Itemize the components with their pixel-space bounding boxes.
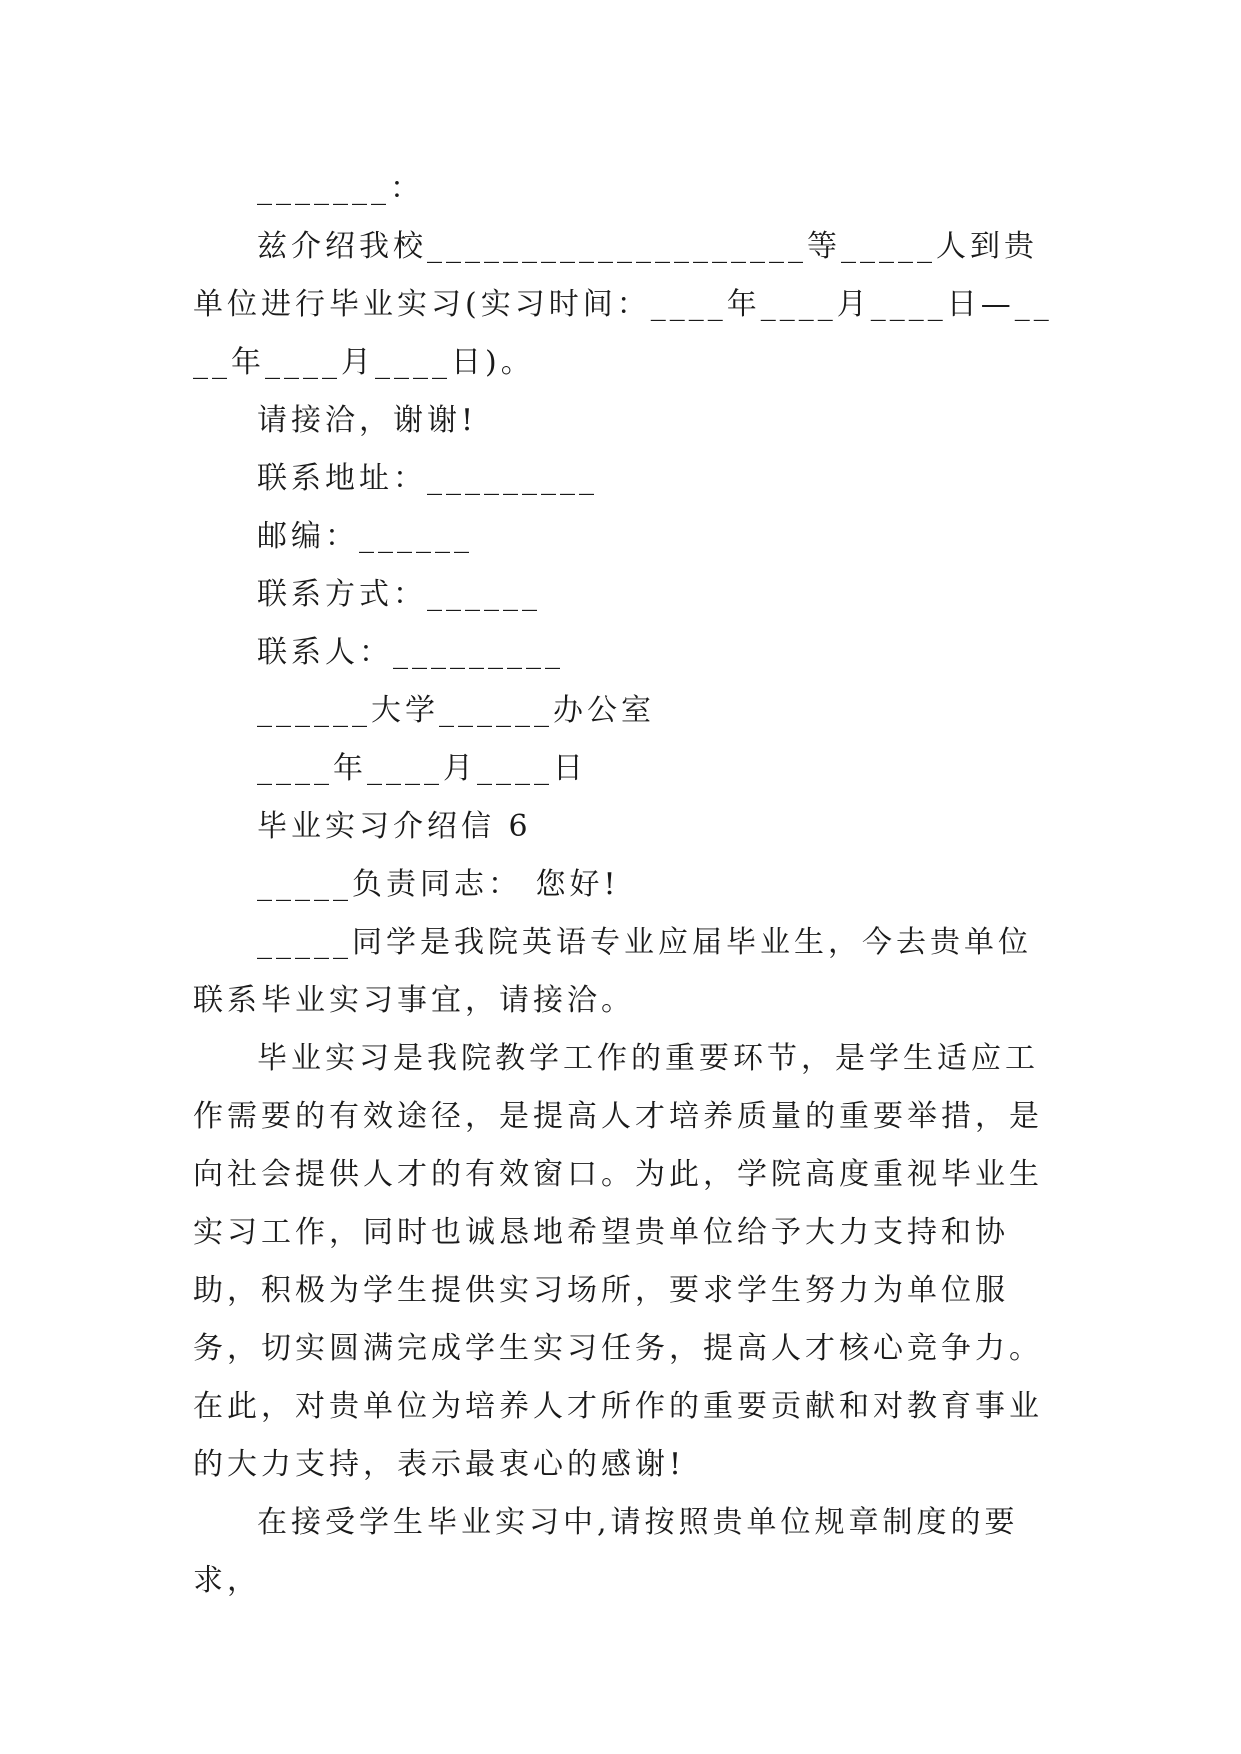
letter-heading: 毕业实习介绍信 6 xyxy=(257,809,532,844)
postcode-line: 邮编：______ xyxy=(257,519,473,554)
salutation-line: _______： xyxy=(257,171,424,206)
closing-paragraph-start: 在接受学生毕业实习中,请按照贵单位规章制度的要求， xyxy=(193,1505,1019,1598)
contact-address-line: 联系地址：_________ xyxy=(257,461,598,496)
date-line: ____年____月____日 xyxy=(257,751,587,786)
internship-importance-paragraph: 毕业实习是我院教学工作的重要环节，是学生适应工作需要的有效途径，是提高人才培养质量的重要举措，是向社会提供人才的有效窗口。为此，学院高度重视毕业生实习工作，同时也诚恳地希望贵单位给予大力支持和协助，积极为学生提供实习场所，要求学生努力为单位服务，切实圆满完成学生实习任务，提高人才核心竞争力。在此，对贵单位为培养人才所作的重要贡献和对教育事业的大力支持，表示最衷心的感谢! xyxy=(193,1041,1043,1482)
request-line: 请接洽，谢谢! xyxy=(257,403,478,438)
contact-method-line: 联系方式：______ xyxy=(257,577,541,612)
greeting-line: _____负责同志： 您好! xyxy=(257,867,620,902)
student-introduction-paragraph: _____同学是我院英语专业应届毕业生，今去贵单位联系毕业实习事宜，请接洽。 xyxy=(193,925,1032,1018)
contact-person-line: 联系人：_________ xyxy=(257,635,564,670)
issuer-office-line: ______大学______办公室 xyxy=(257,693,655,728)
introduction-paragraph: 兹介绍我校____________________等_____人到贵单位进行毕业实习(实习时间：____年____月____日—____年____月____日)。 xyxy=(193,229,1053,380)
